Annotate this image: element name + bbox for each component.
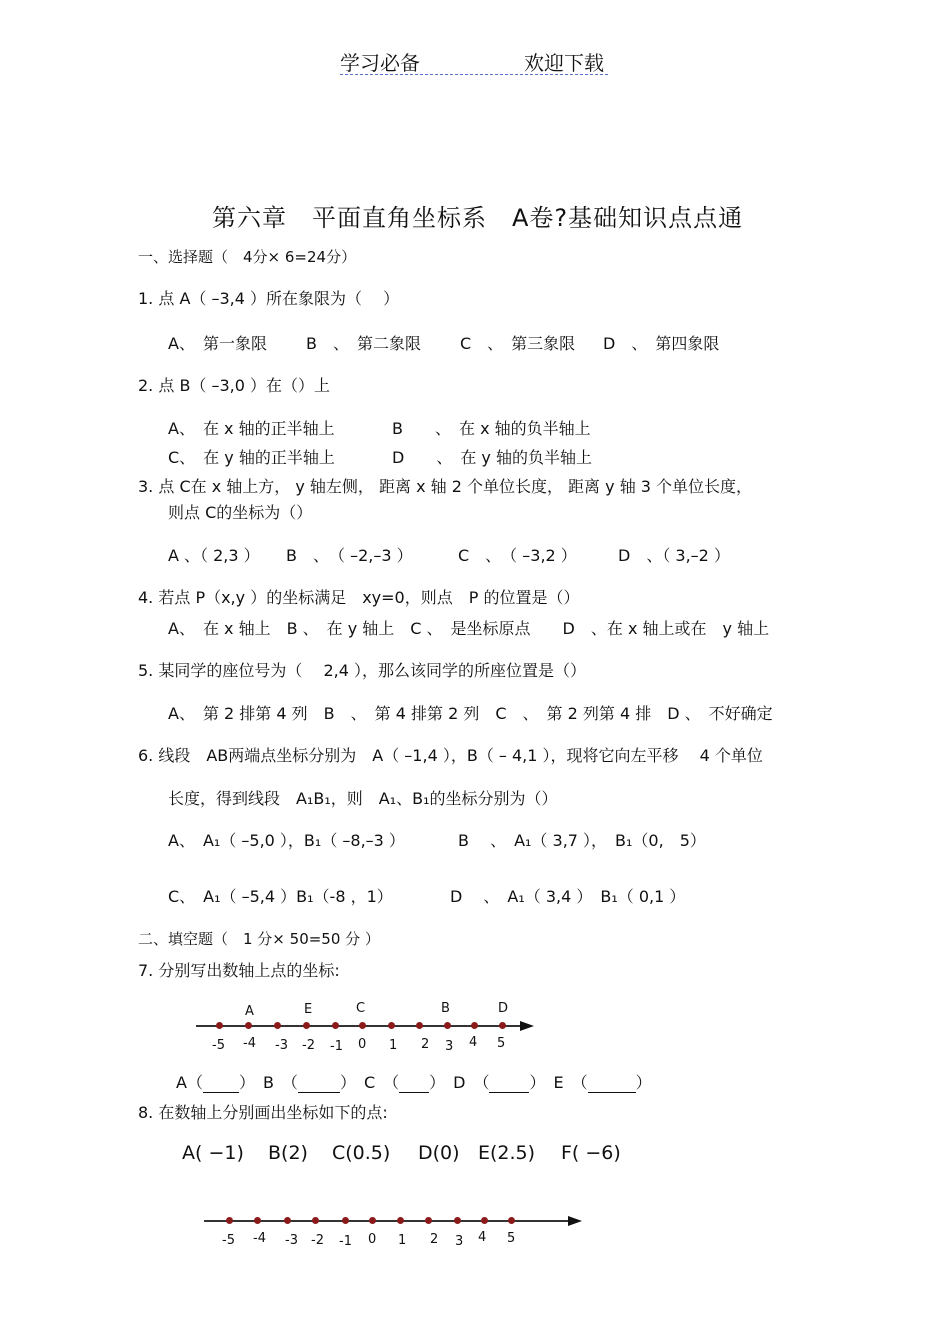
axis-arrow bbox=[520, 1021, 534, 1031]
tick-label: -5 bbox=[222, 1233, 235, 1248]
point-label-a: A bbox=[245, 1004, 254, 1019]
tick-label: -2 bbox=[302, 1038, 315, 1053]
q4-options: A、 在 x 轴上 B 、 在 y 轴上 C 、 是坐标原点 D 、在 x 轴上或在 y 轴上 bbox=[168, 619, 770, 638]
page-title: 第六章 平面直角坐标系 A卷?基础知识点点通 bbox=[212, 204, 744, 232]
section-choice-heading: 一、选择题（ 4分× 6=24分） bbox=[138, 248, 357, 266]
axis-arrow bbox=[568, 1216, 582, 1226]
tick-label: -3 bbox=[275, 1038, 288, 1053]
axis-dot bbox=[254, 1217, 261, 1224]
axis-dot bbox=[416, 1022, 423, 1029]
q6-option-d: D 、 A₁（ 3,4 ） B₁（ 0,1 ） bbox=[450, 887, 686, 906]
q7-stem: 7. 分别写出数轴上点的坐标: bbox=[138, 961, 340, 980]
axis-dot bbox=[388, 1022, 395, 1029]
q8-coord-b: B(2) bbox=[268, 1142, 308, 1164]
tick-label: 3 bbox=[445, 1039, 454, 1054]
q8-coord-a: A( −1) bbox=[182, 1142, 244, 1164]
axis-dot bbox=[332, 1022, 339, 1029]
axis-dot bbox=[508, 1217, 515, 1224]
q3-stem-line2: 则点 C的坐标为（） bbox=[168, 503, 313, 522]
axis-dot bbox=[342, 1217, 349, 1224]
axis-dot bbox=[303, 1022, 310, 1029]
q1-option-c: C 、 第三象限 bbox=[460, 334, 576, 353]
q8-stem: 8. 在数轴上分别画出坐标如下的点: bbox=[138, 1103, 388, 1122]
q3-option-d: D 、（ 3,–2 ） bbox=[618, 546, 730, 565]
point-label-b: B bbox=[441, 1001, 450, 1016]
q4-stem: 4. 若点 P（x,y ）的坐标满足 xy=0，则点 P 的位置是（） bbox=[138, 588, 580, 607]
axis-dot bbox=[284, 1217, 291, 1224]
q2-option-b: B 、 在 x 轴的负半轴上 bbox=[392, 419, 591, 438]
blank-b-label: ） B （ bbox=[238, 1073, 298, 1092]
blank-a-label: A（ bbox=[176, 1073, 203, 1092]
tick-label: 0 bbox=[368, 1232, 377, 1247]
tick-label: 2 bbox=[421, 1037, 430, 1052]
section-fill-heading: 二、填空题（ 1 分× 50=50 分 ） bbox=[138, 930, 380, 948]
q2-option-d: D 、 在 y 轴的负半轴上 bbox=[392, 448, 592, 467]
blank-e-label: ） E （ bbox=[529, 1073, 588, 1092]
tick-label: 5 bbox=[497, 1036, 506, 1051]
blank-c-label: ） C （ bbox=[339, 1073, 400, 1092]
q2-option-c: C、 在 y 轴的正半轴上 bbox=[168, 448, 335, 467]
blank-e-close: ） bbox=[635, 1073, 652, 1092]
q2-option-a: A、 在 x 轴的正半轴上 bbox=[168, 419, 335, 438]
q7-answer-row bbox=[176, 1070, 652, 1093]
axis-dot bbox=[397, 1217, 404, 1224]
blank-d-input[interactable] bbox=[489, 1076, 529, 1093]
q5-options: A、 第 2 排第 4 列 B 、 第 4 排第 2 列 C 、 第 2 列第 4 排 D 、 不好确定 bbox=[168, 704, 773, 723]
point-label-d: D bbox=[498, 1001, 509, 1016]
point-label-e: E bbox=[304, 1002, 313, 1017]
q1-option-a: A、 第一象限 bbox=[168, 334, 267, 353]
tick-label: -3 bbox=[285, 1233, 298, 1248]
q5-stem: 5. 某同学的座位号为（ 2,4 ），那么该同学的所座位置是（） bbox=[138, 661, 586, 680]
tick-label: -2 bbox=[311, 1233, 324, 1248]
blank-c-input[interactable] bbox=[399, 1076, 429, 1093]
tick-label: -4 bbox=[253, 1231, 266, 1246]
q3-option-a: A 、（ 2,3 ） bbox=[168, 546, 260, 565]
axis-dot bbox=[471, 1022, 478, 1029]
header-right: 欢迎下载 bbox=[524, 51, 604, 75]
blank-a-input[interactable] bbox=[203, 1076, 239, 1093]
q1-option-d: D 、 第四象限 bbox=[603, 334, 720, 353]
axis-dot bbox=[226, 1217, 233, 1224]
q6-option-a: A、 A₁（ –5,0 ），B₁（ –8,–3 ） bbox=[168, 831, 405, 850]
q3-option-b: B 、 （ –2,–3 ） bbox=[286, 546, 413, 565]
axis-dot bbox=[369, 1217, 376, 1224]
q2-stem: 2. 点 B（ –3,0 ）在（）上 bbox=[138, 376, 331, 395]
blank-d-label: ） D （ bbox=[429, 1073, 490, 1092]
axis-dot bbox=[245, 1022, 252, 1029]
blank-b-input[interactable] bbox=[298, 1076, 340, 1093]
tick-label: 1 bbox=[398, 1233, 407, 1248]
q8-coord-c: C(0.5) bbox=[332, 1142, 391, 1164]
tick-label: -1 bbox=[330, 1039, 343, 1054]
q8-coord-d: D(0) bbox=[418, 1142, 460, 1164]
tick-label: 2 bbox=[430, 1232, 439, 1247]
tick-label: -5 bbox=[212, 1038, 225, 1053]
tick-label: 4 bbox=[478, 1230, 487, 1245]
tick-label: 5 bbox=[507, 1231, 516, 1246]
header-divider bbox=[340, 74, 608, 75]
axis-dot bbox=[312, 1217, 319, 1224]
blank-e-input[interactable] bbox=[588, 1076, 636, 1093]
tick-label: 3 bbox=[455, 1234, 464, 1249]
axis-dot bbox=[216, 1022, 223, 1029]
q3-stem-line1: 3. 点 C在 x 轴上方， y 轴左侧， 距离 x 轴 2 个单位长度， 距离 y 轴 3 个单位长度， bbox=[138, 477, 753, 496]
axis-dot bbox=[274, 1022, 281, 1029]
axis-dot bbox=[444, 1022, 451, 1029]
q6-stem-line2: 长度，得到线段 A₁B₁，则 A₁、B₁的坐标分别为（） bbox=[168, 789, 558, 808]
tick-label: 0 bbox=[358, 1037, 367, 1052]
header-left: 学习必备 bbox=[340, 51, 420, 75]
q8-coord-f: F( −6) bbox=[561, 1142, 621, 1164]
axis-dot bbox=[454, 1217, 461, 1224]
tick-label: 1 bbox=[389, 1038, 398, 1053]
tick-label: -4 bbox=[243, 1036, 256, 1051]
tick-label: -1 bbox=[339, 1234, 352, 1249]
q6-option-b: B 、 A₁（ 3,7 ）， B₁（0, 5） bbox=[458, 831, 706, 850]
axis-dot bbox=[499, 1022, 506, 1029]
axis-dot bbox=[425, 1217, 432, 1224]
q1-stem: 1. 点 A（ –3,4 ）所在象限为（ ） bbox=[138, 289, 400, 308]
tick-label: 4 bbox=[469, 1035, 478, 1050]
axis-dot bbox=[359, 1022, 366, 1029]
q3-option-c: C 、 （ –3,2 ） bbox=[458, 546, 577, 565]
axis-dot bbox=[481, 1217, 488, 1224]
q6-stem-line1: 6. 线段 AB两端点坐标分别为 A（ –1,4 ），B（ – 4,1 ），现将它向左平移 4 个单位 bbox=[138, 746, 763, 765]
point-label-c: C bbox=[356, 1001, 366, 1016]
q8-coord-e: E(2.5) bbox=[478, 1142, 536, 1164]
q6-option-c: C、 A₁（ –5,4 ）B₁（-8 ，1） bbox=[168, 887, 393, 906]
q1-option-b: B 、 第二象限 bbox=[306, 334, 421, 353]
